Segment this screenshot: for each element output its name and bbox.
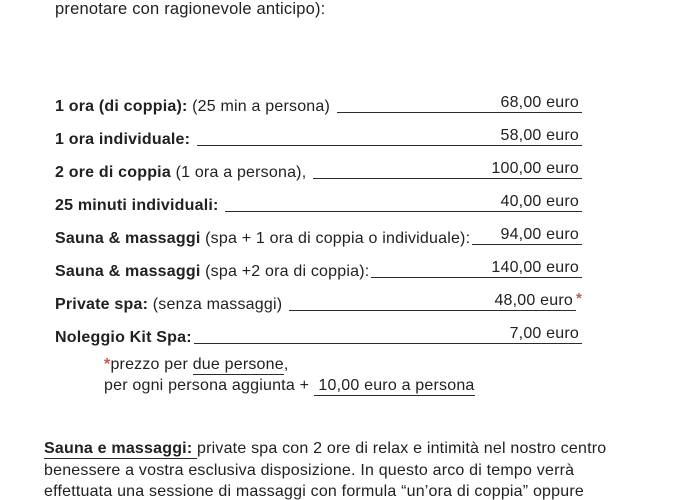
- price-label-detail: (senza massaggi): [148, 296, 287, 313]
- footnote-underlined-text: 10,00 euro a persona: [313, 377, 475, 394]
- paragraph-line-3: effettuata una sessione di massaggi con formula “un’ora di coppia” oppure: [44, 483, 584, 500]
- price-label-detail: (spa +2 ora di coppia):: [200, 263, 370, 280]
- footnote-text: ,: [283, 356, 289, 373]
- price-label: Noleggio Kit Spa:: [55, 329, 192, 346]
- paragraph-line-2: benessere a vostra esclusiva disposizione. In questo arco di tempo verrà: [44, 461, 575, 479]
- price-row-private-spa: [55, 292, 582, 314]
- footnote-text: prezzo per: [110, 356, 193, 373]
- price-row-1-ora-di-coppia: [55, 94, 582, 116]
- price-row-25-minuti-individuali: [55, 193, 582, 215]
- footnote-line-1: [104, 354, 475, 375]
- price-value: 68,00 euro: [494, 94, 582, 113]
- dotted-leader-line: [194, 343, 504, 344]
- price-label-detail: [219, 197, 224, 215]
- dotted-leader-line: [197, 145, 495, 146]
- price-value: 100,00 euro: [485, 160, 582, 179]
- price-value: 140,00 euro: [485, 259, 582, 278]
- description-paragraph: [44, 438, 606, 500]
- price-label: 1 ora individuale:: [55, 131, 191, 148]
- price-value: 40,00 euro: [494, 193, 582, 212]
- footnote-text: per ogni persona aggiunta +: [104, 377, 314, 394]
- footnote-marker-asterisk: *: [104, 356, 111, 373]
- price-label: Sauna & massaggi: [55, 230, 201, 247]
- intro-partial-line: prenotare con ragionevole anticipo):: [55, 0, 326, 18]
- price-value: 48,00 euro: [488, 292, 576, 311]
- price-label: Sauna & massaggi: [55, 263, 201, 280]
- dotted-leader-line: [337, 112, 495, 113]
- price-label: 25 minuti individuali:: [55, 197, 219, 214]
- price-label-detail: (25 min a persona): [187, 98, 335, 115]
- price-row-sauna-massaggi-2-ore: [55, 259, 582, 281]
- dotted-leader-line: [289, 310, 489, 311]
- dotted-leader-line: [472, 244, 494, 245]
- price-label-detail: [190, 131, 195, 149]
- price-label-detail: (1 ora a persona),: [170, 164, 311, 181]
- price-value: 7,00 euro: [504, 325, 582, 344]
- footnote-marker-asterisk: *: [575, 290, 582, 307]
- price-list: [55, 94, 582, 358]
- dotted-leader-line: [371, 277, 485, 278]
- paragraph-line-1: [44, 438, 606, 460]
- price-row-1-ora-individuale: [55, 127, 582, 149]
- paragraph-text: private spa con 2 ore di relax e intimità nel nostro centro: [197, 440, 607, 457]
- price-label-detail: (spa + 1 ora di coppia o individuale):: [200, 230, 471, 247]
- footnote-line-2: [104, 375, 475, 396]
- price-label: 1 ora (di coppia):: [55, 98, 188, 115]
- price-value: 58,00 euro: [494, 127, 582, 146]
- footnote-underlined-text: due persone: [192, 356, 284, 373]
- price-row-noleggio-kit-spa: [55, 325, 582, 347]
- price-footnote: [104, 354, 475, 396]
- dotted-leader-line: [225, 211, 494, 212]
- paragraph-lead-heading: Sauna e massaggi:: [44, 440, 197, 457]
- dotted-leader-line: [313, 178, 485, 179]
- price-value: 94,00 euro: [494, 226, 582, 245]
- price-row-2-ore-di-coppia: [55, 160, 582, 182]
- price-label: Private spa:: [55, 296, 149, 313]
- price-label: 2 ore di coppia: [55, 164, 171, 181]
- price-row-sauna-massaggi-1-ora: [55, 226, 582, 248]
